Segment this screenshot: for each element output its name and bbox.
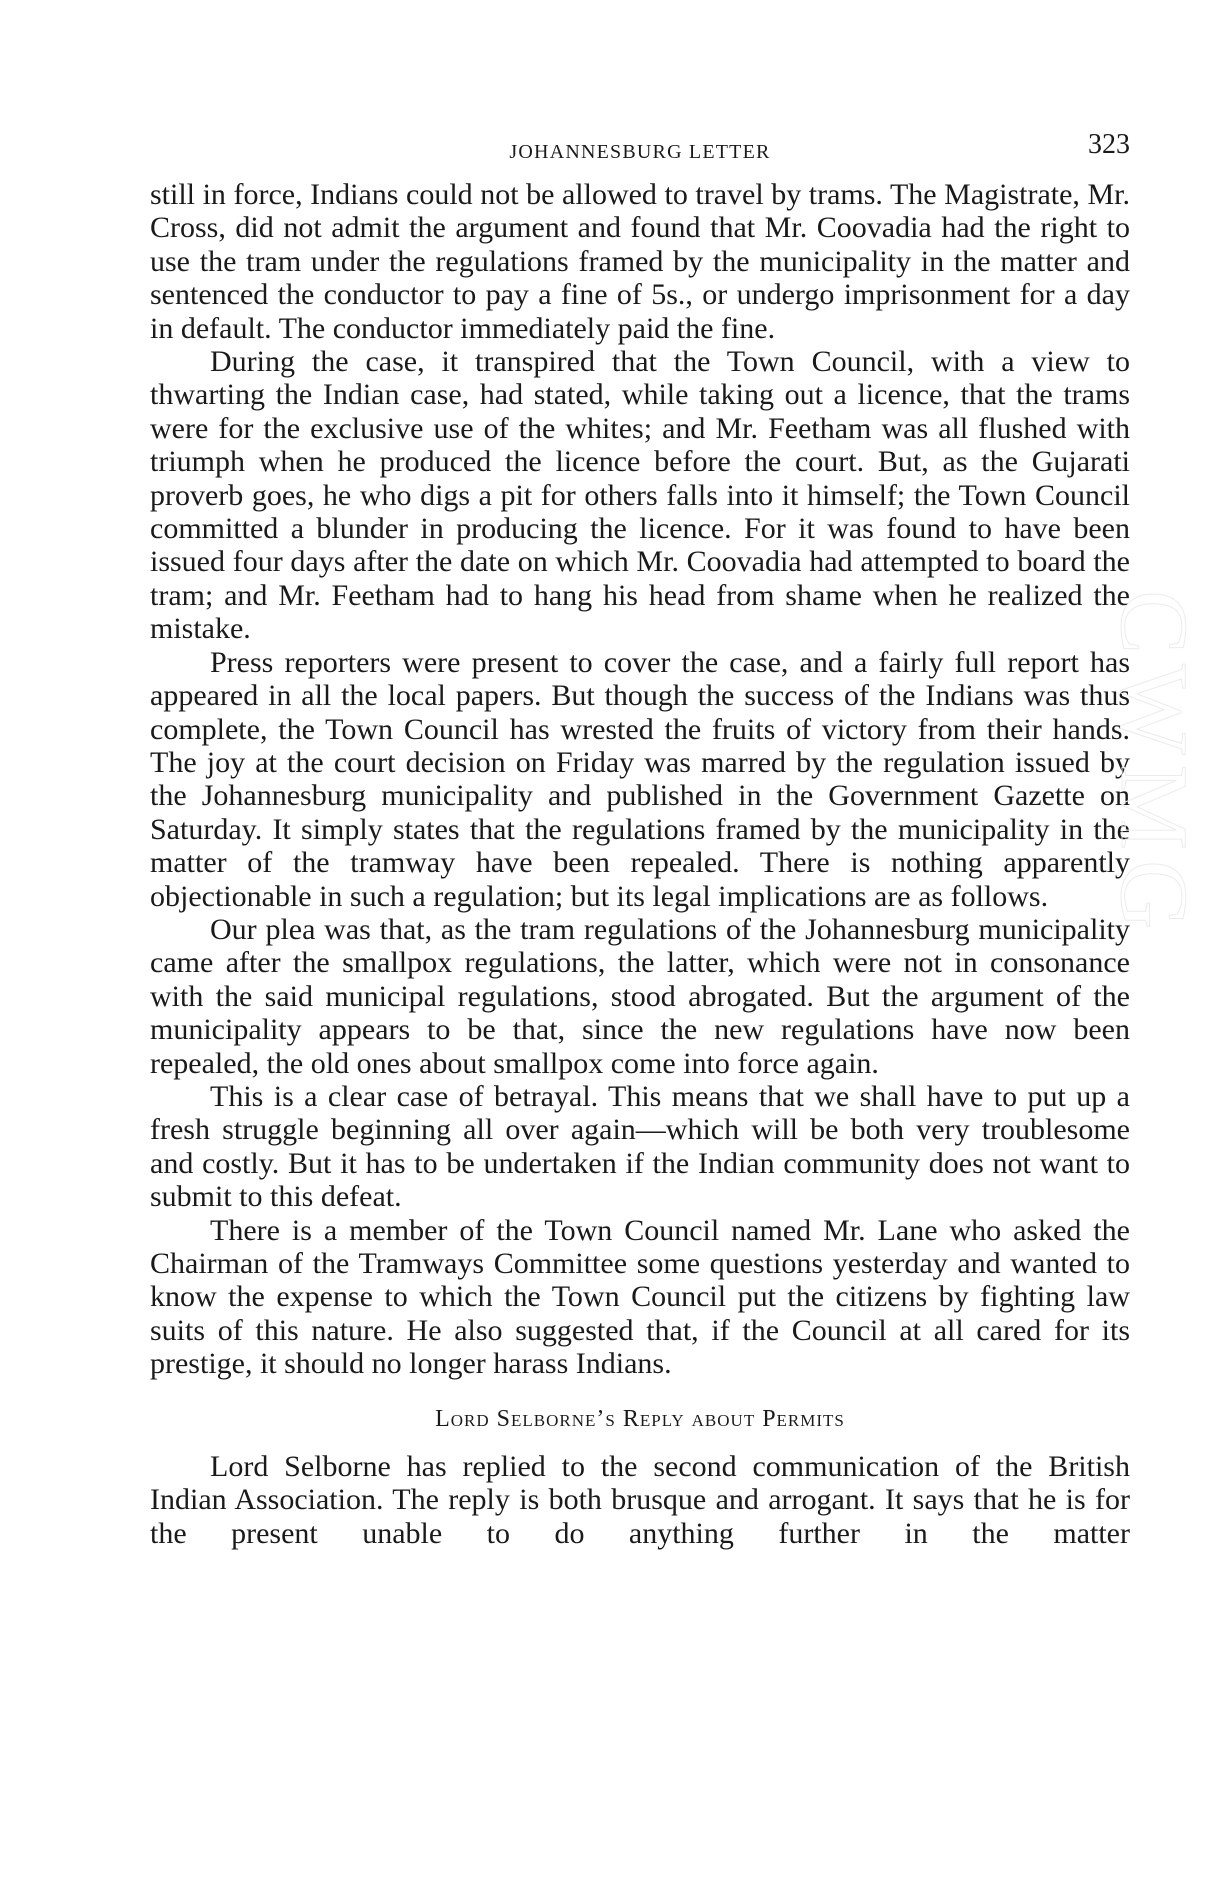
paragraph: During the case, it transpired that the Town Council, with a view to thwarting the Indian case, had stated, while taking out a licence, that the trams were for the exclusive use of the whites; and Mr. Feetham was all flushed with triumph when he produced the licence before the court. But, as the Gujarati proverb goes, he who digs a pit for others falls into it himself; the Town Council committed a blunder in producing the licence. For it was found to have been issued four days after the date on which Mr. Coovadia had attempted to board the tram; and Mr. Feetham had to hang his head from shame when he realized the mistake. — [150, 345, 1130, 646]
running-head: JOHANNESBURG LETTER — [509, 141, 771, 163]
article-body — [150, 178, 1130, 1381]
paragraph: There is a member of the Town Council named Mr. Lane who asked the Chairman of the Tramways Committee some questions yesterday and wanted to know the expense to which the Town Council put the citizens by fighting law suits of this nature. He also suggested that, if the Council at all cared for its prestige, it should no longer harass Indians. — [150, 1213, 1130, 1381]
paragraph: This is a clear case of betrayal. This means that we shall have to put up a fresh struggle beginning all over again—which will be both very troublesome and costly. But it has to be undertaken if the Indian community does not want to submit to this defeat. — [150, 1079, 1130, 1214]
page-header — [150, 128, 1130, 168]
paragraph-continued: still in force, Indians could not be allowed to travel by trams. The Magistrate, Mr. Cross, did not admit the argument and found that Mr. Coovadia had the right to use the tram under the regulations framed by the municipality in the matter and sentenced the conductor to pay a fine of 5s., or undergo imprisonment for a day in default. The conductor immediately paid the fine. — [150, 178, 1130, 345]
page-number: 323 — [1088, 129, 1130, 160]
paragraph: Our plea was that, as the tram regulations of the Johannesburg municipality came after the smallpox regulations, the latter, which were not in consonance with the said municipal regulations, stood abrogated. But the argument of the municipality appears to be that, since the new regulations have now been repealed, the old ones about smallpox come into force again. — [150, 912, 1130, 1080]
paragraph: Press reporters were present to cover the case, and a fairly full report has appeared in all the local papers. But though the success of the Indians was thus complete, the Town Council has wrested the fruits of victory from their hands. The joy at the court decision on Friday was marred by the regulation issued by the Johannesburg municipality and published in the Government Gazette on Saturday. It simply states that the regulations framed by the municipality in the matter of the tramway have been repealed. There is nothing apparently objectionable in such a regulation; but its legal implications are as follows. — [150, 645, 1130, 913]
section-paragraph: Lord Selborne has replied to the second communication of the British Indian Association. The reply is both brusque and arrogant. It says that he is for the present unable to do anything further in the matter — [150, 1450, 1130, 1550]
watermark: CWMG — [1101, 590, 1208, 940]
section-heading: Lord Selborne’s Reply about Permits — [435, 1405, 845, 1432]
book-page — [150, 128, 1130, 1550]
